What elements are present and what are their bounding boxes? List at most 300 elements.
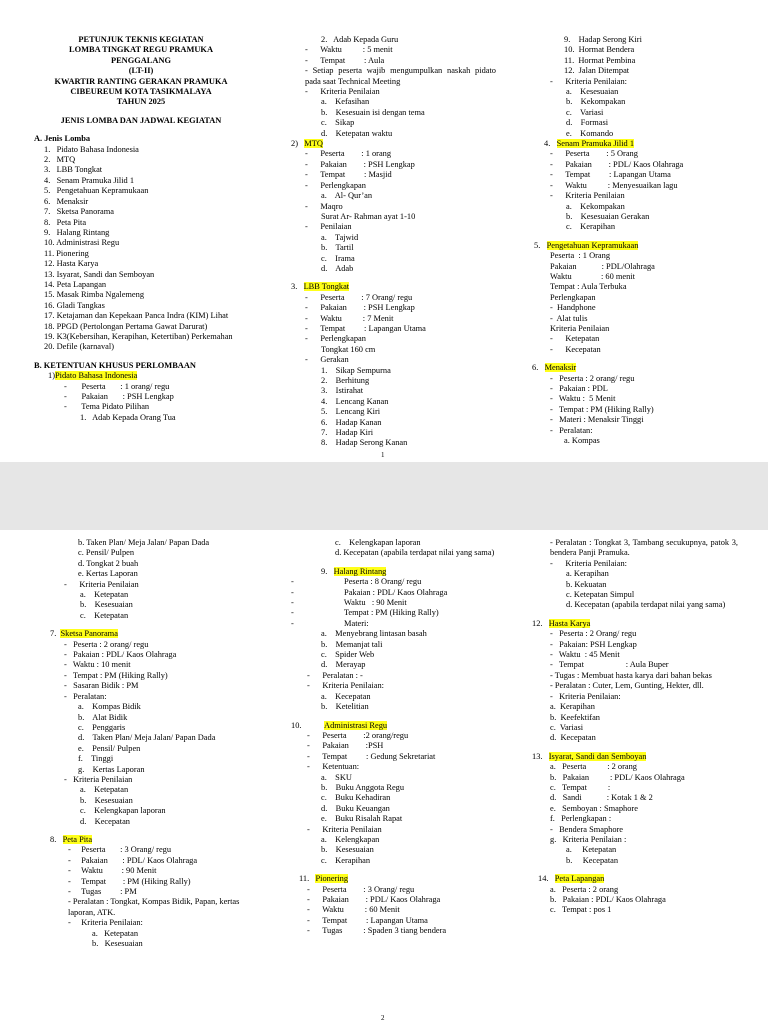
line-text: Pakaian : PDL/Olahraga: [550, 261, 655, 271]
line-text: - Pakaian : PDL/ Kaos Olahraga: [291, 587, 448, 597]
line-text: c. Irama: [321, 253, 355, 263]
section-heading: [291, 282, 496, 292]
text-line: [532, 640, 738, 650]
line-text: c. Kelengkapan laporan: [80, 806, 166, 816]
line-text: - Ketentuan:: [307, 762, 360, 772]
text-line: [532, 87, 738, 97]
text-line: [532, 212, 738, 222]
text-line: [34, 640, 248, 650]
spacer: [34, 353, 248, 361]
text-line: [34, 145, 248, 155]
line-text: PETUNJUK TEKNIS KEGIATAN: [78, 35, 204, 44]
highlighted-title: Sketsa Panorama: [60, 629, 118, 639]
text-line: [34, 413, 248, 423]
text-line: [532, 303, 738, 313]
text-line: [34, 66, 248, 76]
line-text: 20. Defile (karnaval): [44, 342, 114, 352]
text-line: [291, 233, 496, 243]
line-text: a. Ketepatan: [92, 928, 139, 938]
text-line: [532, 733, 738, 743]
text-line: [34, 785, 248, 795]
highlighted-title: Peta Lapangan: [554, 874, 605, 884]
spacer: [532, 355, 738, 363]
line-text: - Penilaian: [305, 222, 352, 232]
line-text: f. Tinggi: [78, 754, 114, 764]
text-line: [532, 713, 738, 723]
line-text: 19. K3(Kebersihan, Kerapihan, Ketertiban) Perkemahan: [44, 331, 233, 341]
text-line: [532, 845, 738, 855]
text-line: [34, 845, 248, 855]
line-text: - Peserta : 1 orang: [305, 149, 392, 159]
line-text: - Peserta : 8 Orang/ regu: [291, 577, 422, 587]
line-text: 5. Lencang Kiri: [321, 407, 381, 417]
line-text: b. Kesesuaian Gerakan: [566, 211, 650, 221]
line-text: - Peserta : 7 Orang/ regu: [305, 292, 413, 302]
text-line: [291, 773, 496, 783]
line-text: - Kriteria Penilaian: [305, 87, 380, 97]
spacer: [532, 611, 738, 619]
line-text: 5.: [534, 240, 547, 250]
highlighted-title: Isyarat, Sandi dan Semboyan: [548, 751, 647, 761]
text-line: [291, 97, 496, 107]
line-text: 7. Sketsa Panorama: [44, 207, 115, 217]
text-line: [532, 650, 738, 660]
line-text: - Bendera Smaphore: [550, 824, 624, 834]
line-text: - Tempat : Gedung Sekretariat: [307, 751, 436, 761]
line-text: 9.: [321, 566, 334, 576]
text-line: [291, 376, 496, 386]
line-text: 2): [291, 139, 305, 149]
line-text: c. Pensil/ Pulpen: [78, 548, 135, 558]
line-text: - Tema Pidato Pilihan: [64, 402, 150, 412]
line-text: c. Sikap: [321, 118, 355, 128]
text-line: [532, 569, 738, 579]
spacer: [291, 559, 496, 567]
text-line: [34, 97, 248, 107]
text-line: [34, 322, 248, 332]
highlighted-title: Hasta Karya: [548, 618, 591, 628]
line-text: - Sasaran Bidik : PM: [64, 681, 139, 691]
line-text: 4.: [544, 139, 557, 149]
spacer: [291, 713, 496, 721]
line-text: 13. Isyarat, Sandi dan Semboyan: [44, 269, 155, 279]
line-text: c. Ketepatan Simpul: [566, 590, 635, 600]
text-line: [34, 238, 248, 248]
line-text: 10.: [291, 720, 325, 730]
text-line: [34, 361, 248, 371]
line-text: 8.: [50, 834, 63, 844]
line-text: - Tempat : Masjid: [305, 170, 392, 180]
line-text: - Materi : Menaksir Tinggi: [550, 415, 644, 425]
line-text: - Tempat : Lapangan Utama: [550, 170, 671, 180]
line-text: - Waktu : 10 menit: [64, 660, 131, 670]
line-text: b. Pakaian : PDL/ Kaos Olahraga: [550, 895, 666, 904]
text-line: [34, 877, 248, 887]
line-text: 12. Jalan Ditempat: [564, 66, 630, 76]
line-text: 7. Hadap Kiri: [321, 428, 374, 438]
line-text: b. Pakaian : PDL/ Kaos Olahraga: [550, 772, 685, 782]
spacer: [34, 621, 248, 629]
text-line: [532, 681, 738, 691]
line-text: A. Jenis Lomba: [34, 134, 91, 144]
text-line: [34, 765, 248, 775]
text-line: [34, 207, 248, 217]
text-line: [34, 176, 248, 186]
text-line: [34, 600, 248, 610]
line-text: a. Tajwid: [321, 232, 359, 242]
line-text: g. Kertas Laporan: [78, 764, 145, 774]
line-text: 12.: [532, 618, 549, 628]
highlighted-title: Peta Pita: [62, 834, 93, 844]
highlighted-title: Pidato Bahasa Indonesia: [54, 371, 138, 381]
page-number: 2: [381, 1014, 385, 1022]
line-text: b. Taken Plan/ Meja Jalan/ Papan Dada: [78, 538, 210, 547]
section-heading: [34, 371, 248, 381]
section-heading: [291, 139, 496, 149]
page-2-column-2: [291, 538, 496, 937]
line-text: PENGGALANG: [110, 55, 172, 65]
line-text: - Tempat : PM (Hiking Rally): [550, 404, 654, 414]
text-line: [532, 394, 738, 404]
line-text: 11.: [299, 874, 316, 884]
line-text: Surat Ar- Rahman ayat 1-10: [321, 211, 416, 221]
text-line: [532, 282, 738, 292]
line-text: 6. Menaksir: [44, 196, 89, 206]
text-line: [532, 773, 738, 783]
text-line: [291, 293, 496, 303]
line-text: d. Kecepatan: [550, 733, 596, 743]
text-line: [291, 629, 496, 639]
line-text: a. Menyebrang lintasan basah: [321, 629, 427, 639]
line-text: Waktu : 60 menit: [550, 271, 635, 281]
text-line: [291, 324, 496, 334]
document-page-2: [0, 530, 768, 1024]
text-line: [291, 681, 496, 691]
line-text: a. Kompas Bidik: [78, 702, 141, 712]
text-line: [532, 692, 738, 702]
text-line: [34, 590, 248, 600]
text-line: [34, 754, 248, 764]
text-line: [291, 35, 496, 45]
text-line: [34, 259, 248, 269]
text-line: [34, 270, 248, 280]
highlighted-title: Administrasi Regu: [324, 720, 388, 730]
text-line: [34, 702, 248, 712]
text-line: [532, 671, 738, 681]
spacer: [291, 274, 496, 282]
text-line: [291, 428, 496, 438]
line-text: KWARTIR RANTING GERAKAN PRAMUKA: [54, 76, 228, 86]
text-line: [34, 332, 248, 342]
line-text: - Peserta : 2 Orang/ regu: [550, 629, 637, 639]
line-text: d. Merayap: [321, 660, 366, 670]
text-line: [34, 569, 248, 579]
text-line: [291, 548, 496, 558]
text-line: [291, 170, 496, 180]
line-text: 13.: [532, 751, 549, 761]
text-line: [291, 129, 496, 139]
text-line: [291, 814, 496, 824]
text-line: [532, 723, 738, 733]
line-text: - Pakaian : PSH Lengkap: [64, 392, 174, 401]
line-text: - Tugas : Spaden 3 tiang bendera: [307, 926, 447, 936]
text-line: [34, 342, 248, 352]
text-line: [34, 87, 248, 97]
line-text: c. Variasi: [550, 722, 584, 732]
text-line: [34, 134, 248, 144]
line-text: b. Kecepatan: [566, 855, 619, 865]
line-text: 11. Hormat Pembina: [564, 55, 636, 65]
line-text: b. Kesesuain isi dengan tema: [321, 107, 425, 117]
line-text: - Waktu : Menyesuaikan lagu: [550, 180, 678, 190]
text-line: [532, 580, 738, 590]
line-text: 8. Peta Pita: [44, 217, 87, 227]
line-text: d. Kecepatan (apabila terdapat nilai yang sama): [566, 600, 726, 610]
text-line: [532, 345, 738, 355]
line-text: - Alat tulis: [550, 313, 588, 323]
text-line: [291, 118, 496, 128]
text-line: [291, 835, 496, 845]
line-text: g. Kriteria Penilaian :: [550, 834, 627, 844]
line-text: TAHUN 2025: [116, 97, 166, 107]
text-line: [34, 311, 248, 321]
text-line: [34, 611, 248, 621]
line-text: - Maqro: [305, 201, 343, 211]
text-line: [34, 744, 248, 754]
section-heading: [34, 629, 248, 639]
text-line: [34, 218, 248, 228]
line-text: Tempat : Aula Terbuka: [550, 282, 627, 292]
line-text: - Tempat : Lapangan Utama: [305, 323, 426, 333]
line-text: a. Peserta : 2 orang: [550, 762, 637, 772]
line-text: f. Perlengkapan :: [550, 814, 612, 824]
text-line: [532, 384, 738, 394]
line-text: - Perlengkapan: [305, 334, 366, 344]
line-text: 18. PPGD (Pertolongan Pertama Gawat Darurat): [44, 321, 208, 331]
line-text: Perlengkapan: [550, 292, 596, 302]
line-text: d. Adab: [321, 263, 354, 273]
line-text: a. Kecepatan: [321, 691, 371, 701]
page-2-column-1: [34, 538, 248, 949]
text-line: [34, 382, 248, 392]
line-text: 9. Halang Rintang: [44, 227, 110, 237]
text-line: [291, 438, 496, 448]
text-line: [34, 538, 248, 548]
line-text: - Peserta : 3 Orang/ regu: [68, 845, 172, 855]
text-line: [291, 108, 496, 118]
text-line: [291, 926, 496, 936]
section-heading: [532, 874, 738, 884]
text-line: [532, 629, 738, 639]
line-text: - Tempat : PM (Hiking Rally): [291, 608, 439, 618]
line-text: b. Memanjat tali: [321, 639, 383, 649]
text-line: [291, 916, 496, 926]
text-line: [532, 129, 738, 139]
section-heading: [532, 139, 738, 149]
line-text: - Ketepatan: [550, 334, 600, 344]
line-text: - Tempat : PM (Hiking Rally): [68, 876, 191, 886]
text-line: [34, 897, 248, 918]
text-line: [291, 66, 496, 87]
line-text: d. Kecepatan (apabila terdapat nilai yang sama): [335, 548, 495, 558]
line-text: 3.: [291, 282, 304, 292]
spacer: [291, 866, 496, 874]
line-text: b. Tartil: [321, 243, 354, 253]
line-text: 11. Pionering: [44, 248, 89, 258]
highlighted-title: Senam Pramuka Jilid 1: [556, 139, 635, 149]
line-text: a. Ketepatan: [80, 785, 129, 795]
line-text: d. Ketepatan waktu: [321, 128, 393, 138]
text-line: [34, 197, 248, 207]
line-text: 6.: [532, 363, 545, 373]
line-text: - Peserta : 3 Orang/ regu: [307, 884, 415, 894]
page-1-column-1: [34, 35, 248, 423]
line-text: a. Ketepatan: [566, 845, 617, 855]
line-text: a. Ketepatan: [80, 590, 129, 600]
line-text: b. Alat Bidik: [78, 712, 128, 722]
text-line: [291, 345, 496, 355]
text-line: [34, 402, 248, 412]
text-line: [291, 762, 496, 772]
spacer: [532, 866, 738, 874]
text-line: [34, 733, 248, 743]
text-line: [34, 713, 248, 723]
text-line: [291, 598, 496, 608]
line-text: - Kriteria Penilaian:: [550, 76, 627, 86]
text-line: [532, 56, 738, 66]
text-line: [532, 181, 738, 191]
line-text: a. Kerapihan: [550, 702, 595, 712]
line-text: 4. Senam Pramuka Jilid 1: [44, 175, 135, 185]
text-line: [291, 222, 496, 232]
section-heading: [532, 363, 738, 373]
text-line: [532, 436, 738, 446]
text-line: [291, 303, 496, 313]
text-line: [34, 660, 248, 670]
text-line: [532, 814, 738, 824]
line-text: - Tugas : PM: [68, 887, 137, 896]
text-line: [34, 796, 248, 806]
text-line: [291, 386, 496, 396]
text-line: [532, 262, 738, 272]
text-line: [532, 251, 738, 261]
line-text: - Pakaian : PSH Lengkap: [305, 303, 415, 313]
line-text: LOMBA TINGKAT REGU PRAMUKA: [68, 45, 213, 55]
line-text: b. Keefektifan: [550, 712, 600, 722]
line-text: 2. Berhitung: [321, 376, 370, 385]
line-text: 14. Peta Lapangan: [44, 279, 107, 289]
line-text: c. Ketepatan: [80, 610, 129, 620]
text-line: [34, 929, 248, 939]
text-line: [532, 314, 738, 324]
line-text: 5. Pengetahuan Kepramukaan: [44, 186, 149, 196]
line-text: b. Kesesuaian: [92, 939, 143, 949]
text-line: [34, 866, 248, 876]
text-line: [291, 671, 496, 681]
text-line: [34, 817, 248, 827]
line-text: c. Variasi: [566, 107, 604, 117]
line-text: - Setiap peserta wajib mengumpulkan naskah pidato pada saat Technical Meeting: [305, 66, 496, 86]
section-heading: [34, 835, 248, 845]
text-line: [291, 538, 496, 548]
line-text: - Pakaian : PDL: [550, 384, 608, 393]
text-line: [34, 228, 248, 238]
text-line: [34, 45, 248, 55]
text-line: [291, 418, 496, 428]
spacer: [34, 827, 248, 835]
line-text: b. Kesesuaian: [80, 795, 133, 805]
line-text: c. Kelengkapan laporan: [335, 538, 421, 547]
text-line: [291, 56, 496, 66]
line-text: 1. Adab Kepada Orang Tua: [80, 412, 176, 422]
line-text: 1): [48, 371, 55, 381]
line-text: a. Kekompakan: [566, 201, 625, 211]
highlighted-title: Halang Rintang: [333, 566, 387, 576]
line-text: a. Kerapihan: [566, 569, 609, 579]
line-text: 9. Hadap Serong Kiri: [564, 35, 642, 44]
line-text: 14.: [538, 874, 555, 884]
text-line: [532, 415, 738, 425]
document-page-1: [0, 0, 768, 462]
text-line: [34, 671, 248, 681]
text-line: [532, 804, 738, 814]
line-text: - Peralatan : -: [307, 670, 363, 680]
text-line: [34, 918, 248, 928]
text-line: [532, 793, 738, 803]
text-line: [532, 108, 738, 118]
line-text: a. Al- Qur’an: [321, 191, 373, 201]
text-line: [532, 118, 738, 128]
line-text: - Handphone: [550, 303, 596, 313]
text-line: [532, 762, 738, 772]
line-text: c. Penggaris: [78, 722, 126, 732]
text-line: [291, 254, 496, 264]
line-text: a. Kesesuaian: [566, 87, 619, 97]
page-number: 1: [381, 451, 385, 459]
line-text: 17. Ketajaman dan Kepekaan Panca Indra (KIM) Lihat: [44, 311, 229, 321]
line-text: - Pakaian : PSH Lengkap: [305, 159, 415, 169]
line-text: c. Kerapihan: [321, 855, 371, 865]
text-line: [34, 939, 248, 949]
text-line: [291, 845, 496, 855]
line-text: 2. MTQ: [44, 155, 76, 165]
text-line: [532, 77, 738, 87]
text-line: [291, 212, 496, 222]
line-text: 6. Hadap Kanan: [321, 417, 382, 427]
spacer: [532, 744, 738, 752]
line-text: 1. Pidato Bahasa Indonesia: [44, 144, 139, 154]
text-line: [291, 191, 496, 201]
line-text: c. Tempat :: [550, 782, 611, 792]
text-line: [291, 692, 496, 702]
line-text: - Peralatan:: [550, 425, 593, 435]
spacer: [34, 108, 248, 116]
text-line: [532, 559, 738, 569]
section-heading: [291, 874, 496, 884]
text-line: [291, 608, 496, 618]
line-text: JENIS LOMBA DAN JADWAL KEGIATAN: [60, 115, 222, 125]
line-text: - Kriteria Penilaian:: [550, 558, 627, 568]
text-line: [532, 590, 738, 600]
section-heading: [532, 752, 738, 762]
spacer: [34, 126, 248, 134]
line-text: - Kriteria Penilaian:: [550, 691, 621, 701]
text-line: [291, 264, 496, 274]
line-text: - Pakaian : PDL/ Kaos Olahraga: [68, 855, 198, 865]
line-text: b. Kesesuaian: [80, 600, 133, 610]
highlighted-title: Pionering: [315, 874, 349, 884]
line-text: - Kriteria Penilaian:: [307, 681, 384, 691]
